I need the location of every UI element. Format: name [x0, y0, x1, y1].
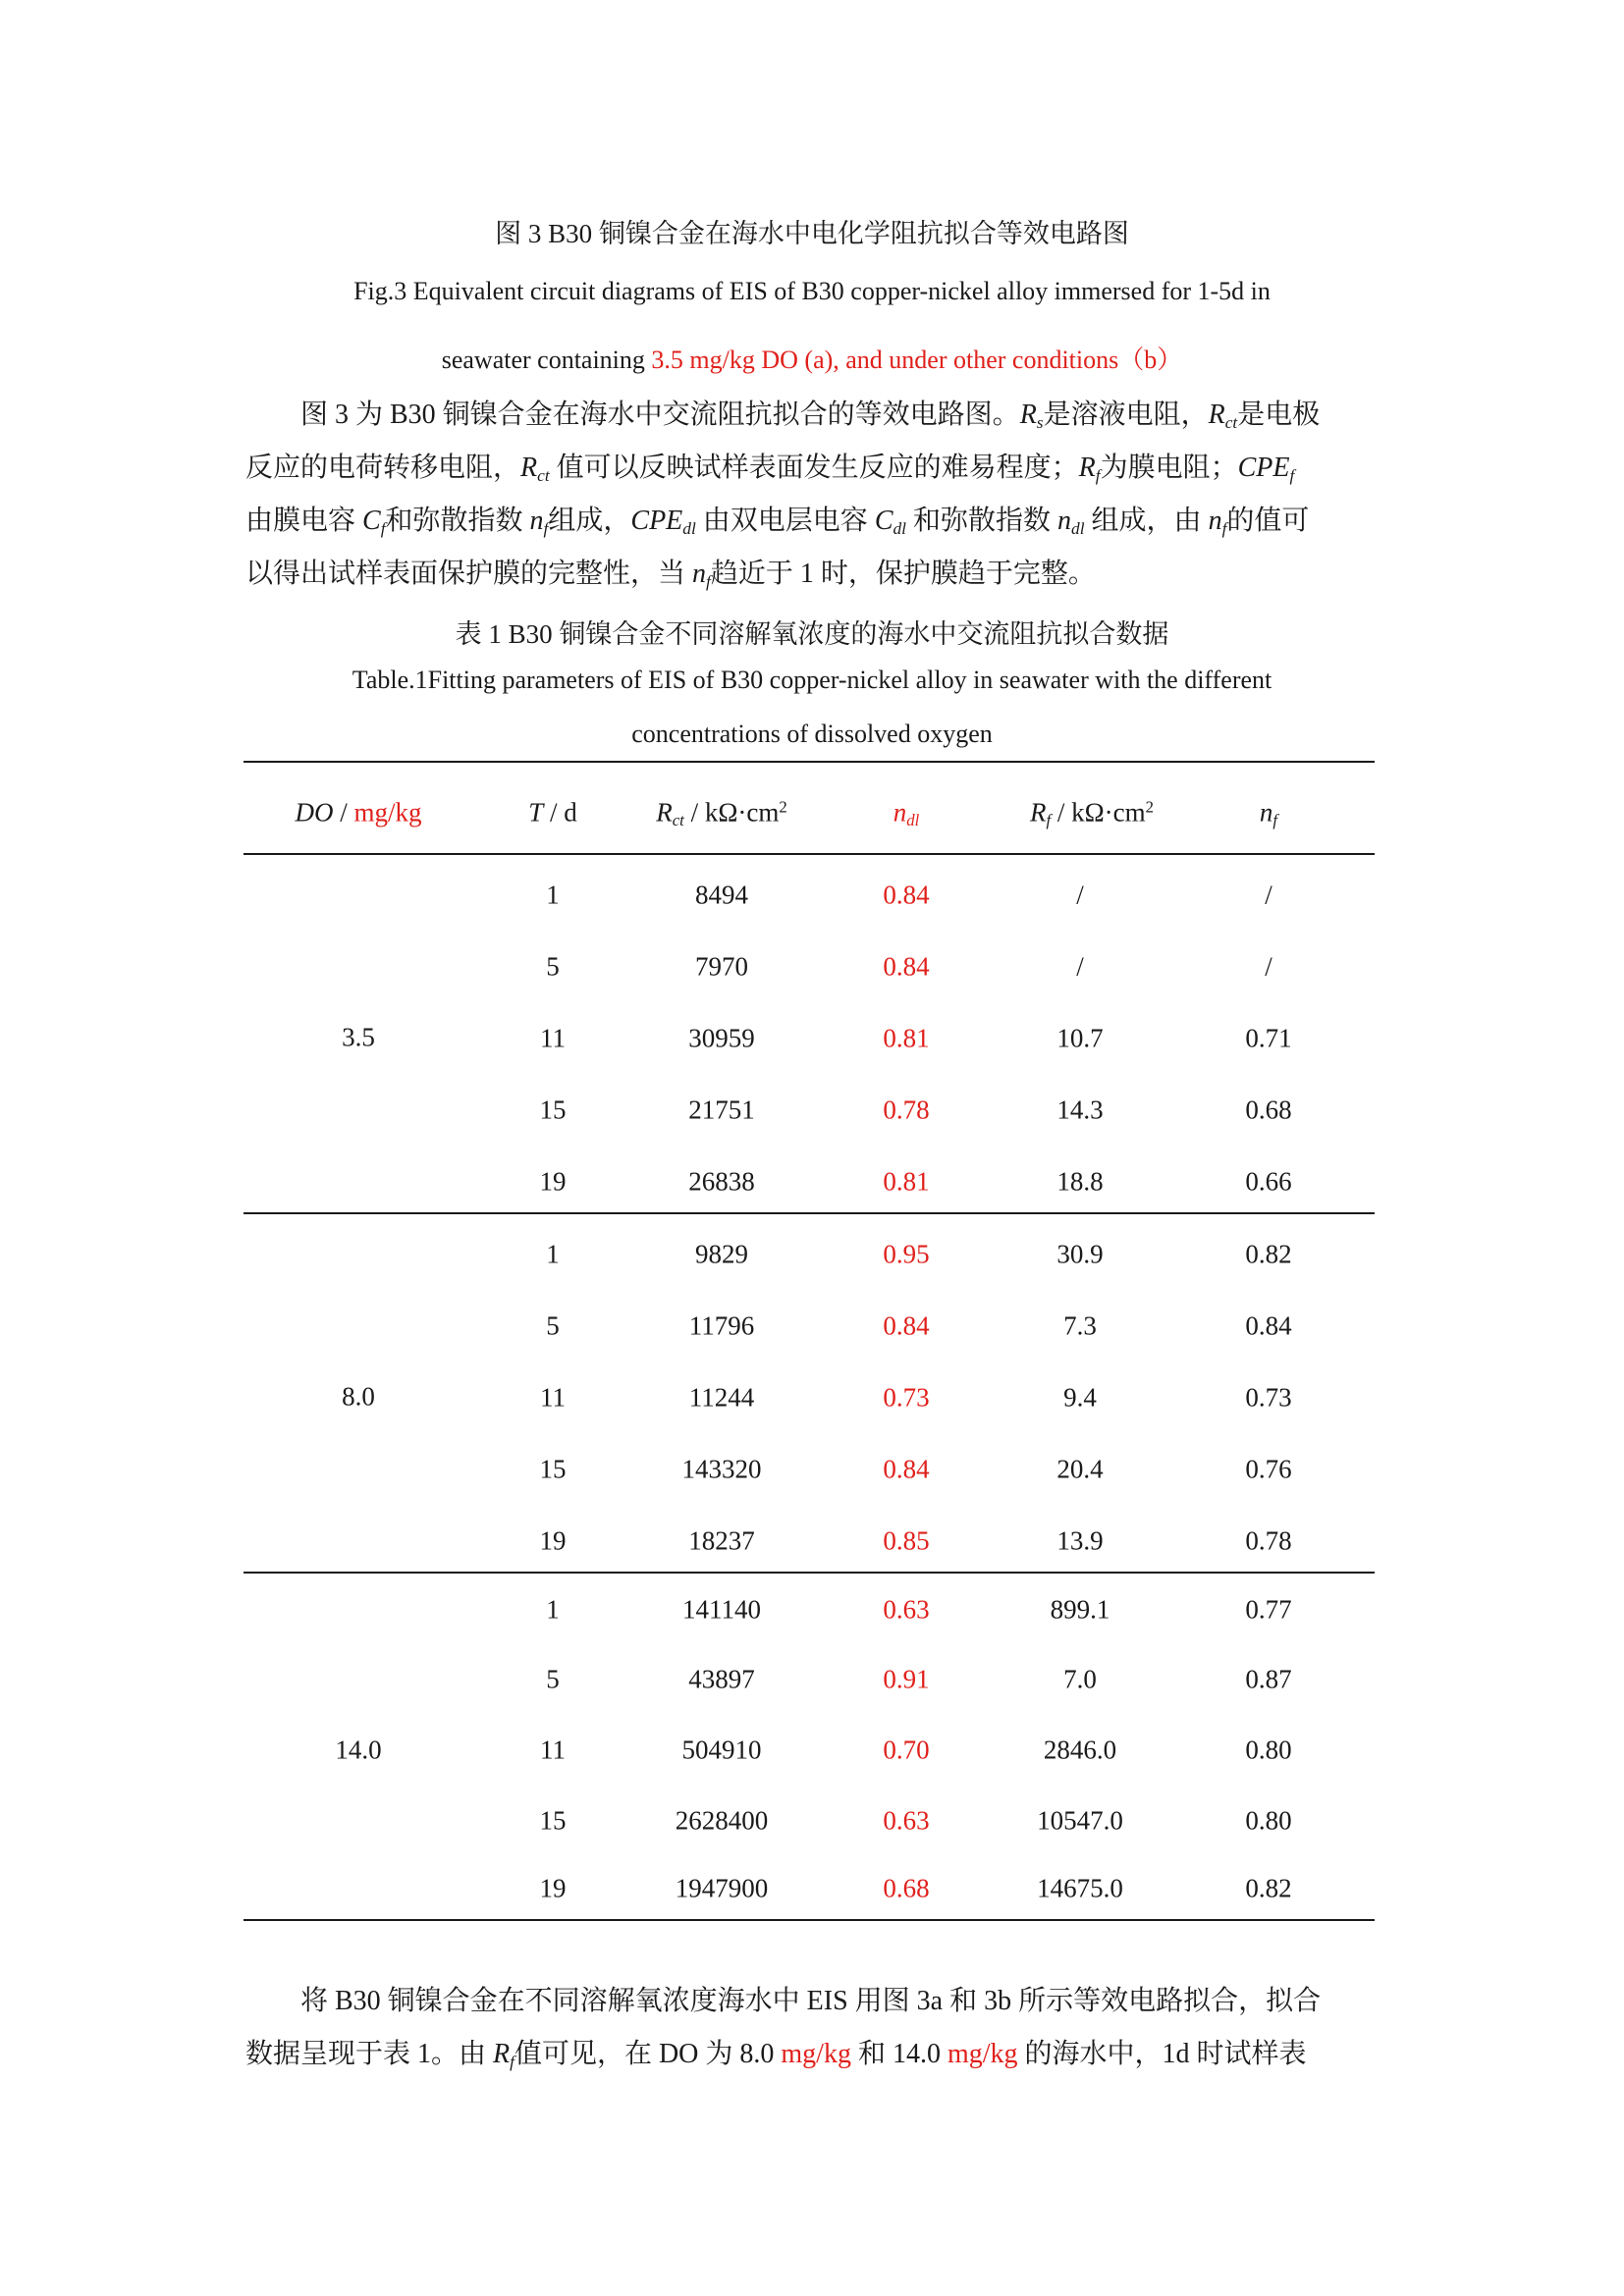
- cell-time: 11: [540, 1023, 566, 1053]
- header-ndl-var: n: [893, 797, 907, 828]
- p1l3-text-g: 的值可: [1226, 506, 1310, 536]
- cell-ndl: 0.63: [883, 1805, 930, 1836]
- cell-ndl: 0.85: [883, 1525, 930, 1556]
- p2l2-unit-2: mg/kg: [947, 2039, 1018, 2069]
- figure-caption-en-line1: Fig.3 Equivalent circuit diagrams of EIS of B30 copper-nickel alloy immersed for 1-5d in: [353, 277, 1271, 305]
- paragraph-2: [245, 1975, 1375, 2081]
- cell-ndl: 0.84: [883, 951, 930, 982]
- paragraph-2-line-2: [245, 2028, 1375, 2081]
- cell-ndl: 0.91: [883, 1664, 930, 1694]
- p1l3-var-n: n: [529, 506, 544, 536]
- cell-rct: 9829: [695, 1239, 748, 1269]
- figure-caption-en-line2: [0, 340, 1624, 376]
- cell-rct: 21751: [688, 1095, 755, 1125]
- cell-rct: 504910: [681, 1735, 762, 1765]
- paragraph-1-line-1: [245, 389, 1375, 442]
- cell-rf: 7.3: [1063, 1310, 1097, 1341]
- figure-caption-en-line2-red: 3.5 mg/kg DO (a), and under other conditions（b）: [651, 346, 1183, 374]
- cell-ndl: 0.84: [883, 1454, 930, 1484]
- p1l2-var-rf: R: [1078, 453, 1096, 483]
- cell-ndl: 0.84: [883, 1310, 930, 1341]
- cell-ndl: 0.81: [883, 1166, 930, 1197]
- cell-rf: /: [1076, 951, 1084, 982]
- cell-nf: 0.87: [1245, 1664, 1292, 1694]
- table-header-rule: [244, 853, 1375, 855]
- p1l3-sub-f2: f: [543, 518, 549, 538]
- cell-time: 1: [546, 1239, 560, 1269]
- p1l3-sub-f: f: [380, 518, 386, 538]
- cell-time: 5: [546, 951, 560, 982]
- cell-rct: 43897: [688, 1664, 755, 1694]
- cell-rf: 10.7: [1056, 1023, 1104, 1053]
- cell-rf: 10547.0: [1037, 1805, 1123, 1836]
- figure-caption-cn: 图 3 B30 铜镍合金在海水中电化学阻抗拟合等效电路图: [495, 219, 1129, 248]
- cell-rf: 30.9: [1056, 1239, 1104, 1269]
- cell-ndl: 0.63: [883, 1594, 930, 1625]
- cell-nf: 0.71: [1245, 1023, 1292, 1053]
- cell-rf: 7.0: [1063, 1664, 1097, 1694]
- header-time-var: T: [528, 797, 544, 828]
- cell-ndl: 0.73: [883, 1382, 930, 1413]
- cell-rct: 11244: [688, 1382, 755, 1413]
- p1l3-text-c: 组成，: [548, 506, 631, 536]
- header-rf: [1030, 798, 1154, 828]
- cell-rct: 11796: [688, 1310, 755, 1341]
- p1l2-sub-f2: f: [1289, 465, 1295, 485]
- cell-rct: 26838: [688, 1166, 755, 1197]
- p1l3-var-cdl: C: [874, 506, 893, 536]
- cell-ndl: 0.95: [883, 1239, 930, 1269]
- p1l3-text-f: 组成，由: [1084, 506, 1209, 536]
- cell-rf: 18.8: [1056, 1166, 1104, 1197]
- cell-nf: 0.76: [1245, 1454, 1292, 1484]
- p1l2-text-b: 值可以反映试样表面发生反应的难易程度；: [549, 453, 1079, 483]
- table-bottom-rule: [244, 1919, 1375, 1921]
- cell-ndl: 0.81: [883, 1023, 930, 1053]
- cell-rf: 20.4: [1056, 1454, 1104, 1484]
- paragraph-1-line-4: [245, 548, 1375, 601]
- p1l1-sub-s: s: [1036, 412, 1044, 432]
- cell-rf: 899.1: [1050, 1594, 1110, 1625]
- p1l1-text-a: 图 3 为 B30 铜镍合金在海水中交流阻抗拟合的等效电路图。: [300, 400, 1020, 430]
- cell-nf: 0.80: [1245, 1805, 1292, 1836]
- header-nf-var: n: [1259, 797, 1273, 828]
- cell-time: 15: [539, 1095, 567, 1125]
- cell-time: 5: [546, 1310, 560, 1341]
- cell-nf: 0.78: [1245, 1525, 1292, 1556]
- header-nf-sub: f: [1272, 811, 1278, 830]
- p2l2-text-a: 数据呈现于表 1。由: [245, 2039, 494, 2069]
- cell-rf: 14.3: [1056, 1095, 1104, 1125]
- header-rf-sup: 2: [1145, 797, 1155, 817]
- group-do-value: 14.0: [335, 1735, 382, 1765]
- header-do-var: DO: [295, 797, 334, 828]
- cell-rf: 2846.0: [1043, 1735, 1117, 1765]
- header-ndl: [893, 798, 920, 828]
- cell-time: 11: [540, 1735, 566, 1765]
- p1l3-sub-dl3: dl: [1071, 518, 1085, 538]
- p2l2-text-c: 和 14.0: [850, 2039, 947, 2069]
- p1l3-text-a: 由膜电容: [245, 506, 363, 536]
- p1l2-text-a: 反应的电荷转移电阻，: [245, 453, 521, 483]
- header-rf-sub: f: [1046, 811, 1052, 830]
- p1l1-text-c: 是电极: [1237, 400, 1321, 430]
- p1l2-sub-f: f: [1095, 465, 1101, 485]
- cell-nf: /: [1265, 951, 1272, 982]
- cell-rf: /: [1076, 880, 1084, 910]
- p2l2-text-d: 的海水中，1d 时试样表: [1017, 2039, 1307, 2069]
- cell-nf: /: [1265, 880, 1272, 910]
- header-rct: [656, 798, 787, 828]
- cell-time: 19: [539, 1166, 567, 1197]
- p1l3-text-d: 由双电层电容: [695, 506, 875, 536]
- table-group-rule-2: [244, 1572, 1375, 1574]
- paragraph-1: [245, 389, 1375, 601]
- p1l4-text-b: 趋近于 1 时，保护膜趋于完整。: [710, 559, 1096, 589]
- paragraph-1-line-3: [245, 495, 1375, 548]
- header-ndl-sub: dl: [906, 811, 920, 830]
- figure-caption-en-line2-black: seawater containing: [441, 346, 652, 374]
- p1l2-sub-ct: ct: [537, 465, 550, 485]
- header-rct-unit: / kΩ·cm: [683, 797, 780, 828]
- header-rct-var: R: [656, 797, 673, 828]
- cell-time: 15: [539, 1805, 567, 1836]
- cell-time: 19: [539, 1873, 567, 1903]
- header-nf: [1260, 798, 1277, 828]
- paragraph-1-line-2: [245, 442, 1375, 495]
- cell-time: 1: [546, 880, 560, 910]
- table-caption-en-line2: concentrations of dissolved oxygen: [631, 720, 993, 748]
- header-rct-sub: ct: [672, 811, 684, 830]
- table-group-rule-1: [244, 1212, 1375, 1214]
- p2l2-unit-1: mg/kg: [781, 2039, 851, 2069]
- p1l3-sub-dl: dl: [682, 518, 696, 538]
- p1l4-sub-f: f: [706, 571, 711, 591]
- p1l1-sub-ct: ct: [1224, 412, 1238, 432]
- p2l2-sub-f: f: [510, 2052, 514, 2071]
- cell-time: 5: [546, 1664, 560, 1694]
- cell-rf: 14675.0: [1037, 1873, 1123, 1903]
- header-rf-var: R: [1029, 797, 1047, 828]
- cell-nf: 0.77: [1245, 1594, 1292, 1625]
- table-top-rule: [244, 761, 1375, 763]
- table-caption-cn: 表 1 B30 铜镍合金不同溶解氧浓度的海水中交流阻抗拟合数据: [455, 619, 1169, 649]
- header-do-unit: mg/kg: [353, 797, 422, 828]
- cell-ndl: 0.84: [883, 880, 930, 910]
- p1l1-var-rct: R: [1208, 400, 1225, 430]
- p1l3-sub-f3: f: [1221, 518, 1227, 538]
- p1l3-sub-dl2: dl: [893, 518, 907, 538]
- p2l2-text-b: 值可见，在 DO 为 8.0: [514, 2039, 782, 2069]
- cell-rct: 30959: [688, 1023, 755, 1053]
- cell-ndl: 0.70: [883, 1735, 930, 1765]
- p1l2-var-rct: R: [520, 453, 538, 483]
- cell-time: 15: [539, 1454, 567, 1484]
- header-time: [528, 798, 577, 828]
- p2l2-var-r: R: [493, 2039, 511, 2069]
- p1l3-text-b: 和弥散指数: [385, 506, 530, 536]
- cell-rct: 18237: [688, 1525, 755, 1556]
- p1l3-var-ndl: n: [1057, 506, 1072, 536]
- p1l3-text-e: 和弥散指数: [906, 506, 1058, 536]
- cell-nf: 0.68: [1245, 1095, 1292, 1125]
- header-time-unit: / d: [543, 797, 577, 828]
- cell-time: 1: [546, 1594, 560, 1625]
- group-do-value: 3.5: [342, 1022, 375, 1052]
- cell-ndl: 0.78: [883, 1095, 930, 1125]
- p1l3-var-cpe: CPE: [630, 506, 683, 536]
- cell-rct: 8494: [695, 880, 748, 910]
- cell-nf: 0.84: [1245, 1310, 1292, 1341]
- cell-rf: 9.4: [1063, 1382, 1097, 1413]
- p1l3-var-c: C: [362, 506, 381, 536]
- p1l1-text-b: 是溶液电阻，: [1043, 400, 1209, 430]
- header-rf-unit: / kΩ·cm: [1051, 797, 1146, 828]
- cell-nf: 0.66: [1245, 1166, 1292, 1197]
- table-caption-en-line1: Table.1Fitting parameters of EIS of B30 copper-nickel alloy in seawater with the different: [352, 666, 1272, 694]
- group-do-value: 8.0: [342, 1381, 375, 1412]
- cell-rct: 2628400: [675, 1805, 769, 1836]
- p1l1-var-rs: R: [1019, 400, 1037, 430]
- cell-time: 11: [540, 1382, 566, 1413]
- cell-rct: 1947900: [675, 1873, 769, 1903]
- header-do: [295, 798, 421, 828]
- cell-nf: 0.73: [1245, 1382, 1292, 1413]
- cell-time: 19: [539, 1525, 567, 1556]
- paragraph-2-line-1: 将 B30 铜镍合金在不同溶解氧浓度海水中 EIS 用图 3a 和 3b 所示等效电路拟合，拟合: [300, 1986, 1322, 2016]
- cell-rf: 13.9: [1056, 1525, 1104, 1556]
- p1l2-var-cpe: CPE: [1237, 453, 1290, 483]
- cell-rct: 143320: [681, 1454, 762, 1484]
- cell-nf: 0.82: [1245, 1873, 1292, 1903]
- p1l4-var-n: n: [692, 559, 707, 589]
- p1l2-text-c: 为膜电阻；: [1100, 453, 1238, 483]
- cell-rct: 141140: [682, 1594, 761, 1625]
- cell-ndl: 0.68: [883, 1873, 930, 1903]
- cell-nf: 0.82: [1245, 1239, 1292, 1269]
- cell-nf: 0.80: [1245, 1735, 1292, 1765]
- header-rct-sup: 2: [779, 797, 787, 817]
- cell-rct: 7970: [695, 951, 748, 982]
- p1l3-var-nf: n: [1208, 506, 1222, 536]
- p1l4-text-a: 以得出试样表面保护膜的完整性，当: [245, 559, 693, 589]
- header-do-sep: /: [333, 797, 354, 828]
